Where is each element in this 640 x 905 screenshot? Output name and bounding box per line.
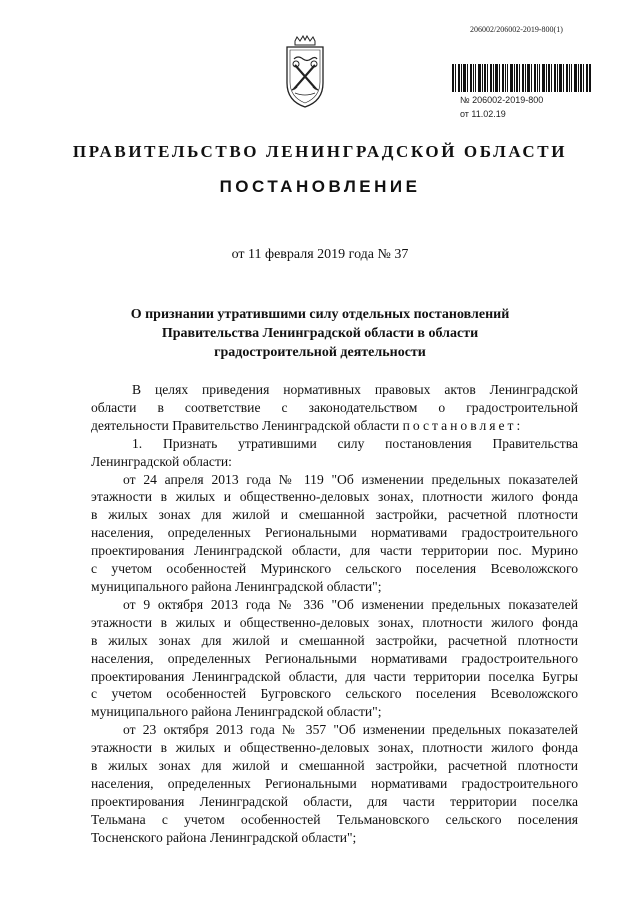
government-heading: ПРАВИТЕЛЬСТВО ЛЕНИНГРАДСКОЙ ОБЛАСТИ xyxy=(72,142,568,161)
body-line: проектирования Ленинградской области, для части территории пос. Мурино xyxy=(91,543,578,559)
body-line: Тельмана с учетом особенностей Тельмановского сельского поселения xyxy=(91,811,578,827)
body-line: от 24 апреля 2013 года № 119 "Об изменении предельных показателей xyxy=(123,471,578,487)
registration-date: от 11.02.19 xyxy=(460,109,506,119)
document-type-heading: ПОСТАНОВЛЕНИЕ xyxy=(219,177,421,196)
title-line: Правительства Ленинградской области в области xyxy=(161,326,479,341)
body-line: с учетом особенностей Бугровского сельского поселения Всеволожского xyxy=(91,686,578,702)
body-line: проектирования Ленинградской области, для части территории поселка xyxy=(91,793,578,809)
body-line xyxy=(91,417,578,435)
body-line: населения, определенных Региональными нормативами градостроительного xyxy=(91,525,578,541)
body-line: проектирования Ленинградской области, для части территории поселка Бугры xyxy=(91,668,578,684)
body-line: этажности в жилых и общественно-деловых зонах, плотности жилого фонда xyxy=(91,489,578,505)
document-date: от 11 февраля 2019 года № 37 xyxy=(231,247,409,262)
coat-of-arms-emblem xyxy=(281,35,329,109)
body-line: населения, определенных Региональными нормативами градостроительного xyxy=(91,650,578,666)
body-line: этажности в жилых и общественно-деловых зонах, плотности жилого фонда xyxy=(91,740,578,756)
title-line: градостроительной деятельности xyxy=(214,345,426,360)
body-line: Ленинградской области: xyxy=(91,453,232,469)
registration-number: № 206002-2019-800 xyxy=(460,95,544,105)
body-line: этажности в жилых и общественно-деловых зонах, плотности жилого фонда xyxy=(91,614,578,630)
body-line: Тосненского района Ленинградской области"; xyxy=(91,829,357,845)
title-line: О признании утратившими силу отдельных постановлений xyxy=(130,307,510,322)
body-line: от 23 октября 2013 года № 357 "Об изменении предельных показателей xyxy=(123,722,578,738)
decree-verb: постановляет: xyxy=(402,417,524,433)
body-line: в жилых зонах для жилой и смешанной застройки, расчетной плотности xyxy=(91,758,578,774)
body-line: в жилых зонах для жилой и смешанной застройки, расчетной плотности xyxy=(91,507,578,523)
body-line: муниципального района Ленинградской области"; xyxy=(91,704,382,720)
barcode xyxy=(452,64,592,92)
body-line: населения, определенных Региональными нормативами градостроительного xyxy=(91,775,578,791)
body-line: области в соответствие с законодательством о градостроительной xyxy=(91,399,578,415)
body-line: В целях приведения нормативных правовых актов Ленинградской xyxy=(132,382,578,397)
document-body xyxy=(91,381,578,847)
document-code: 206002/206002-2019-800(1) xyxy=(470,25,563,34)
body-line: с учетом особенностей Муринского сельского поселения Всеволожского xyxy=(91,561,578,577)
body-line: 1. Признать утратившими силу постановления Правительства xyxy=(132,435,578,451)
body-line: от 9 октября 2013 года № 336 "Об изменении предельных показателей xyxy=(123,596,578,612)
document-title xyxy=(100,305,540,362)
intro-text: деятельности Правительство Ленинградской области xyxy=(91,417,403,433)
body-line: муниципального района Ленинградской области"; xyxy=(91,578,382,594)
body-line: в жилых зонах для жилой и смешанной застройки, расчетной плотности xyxy=(91,632,578,648)
